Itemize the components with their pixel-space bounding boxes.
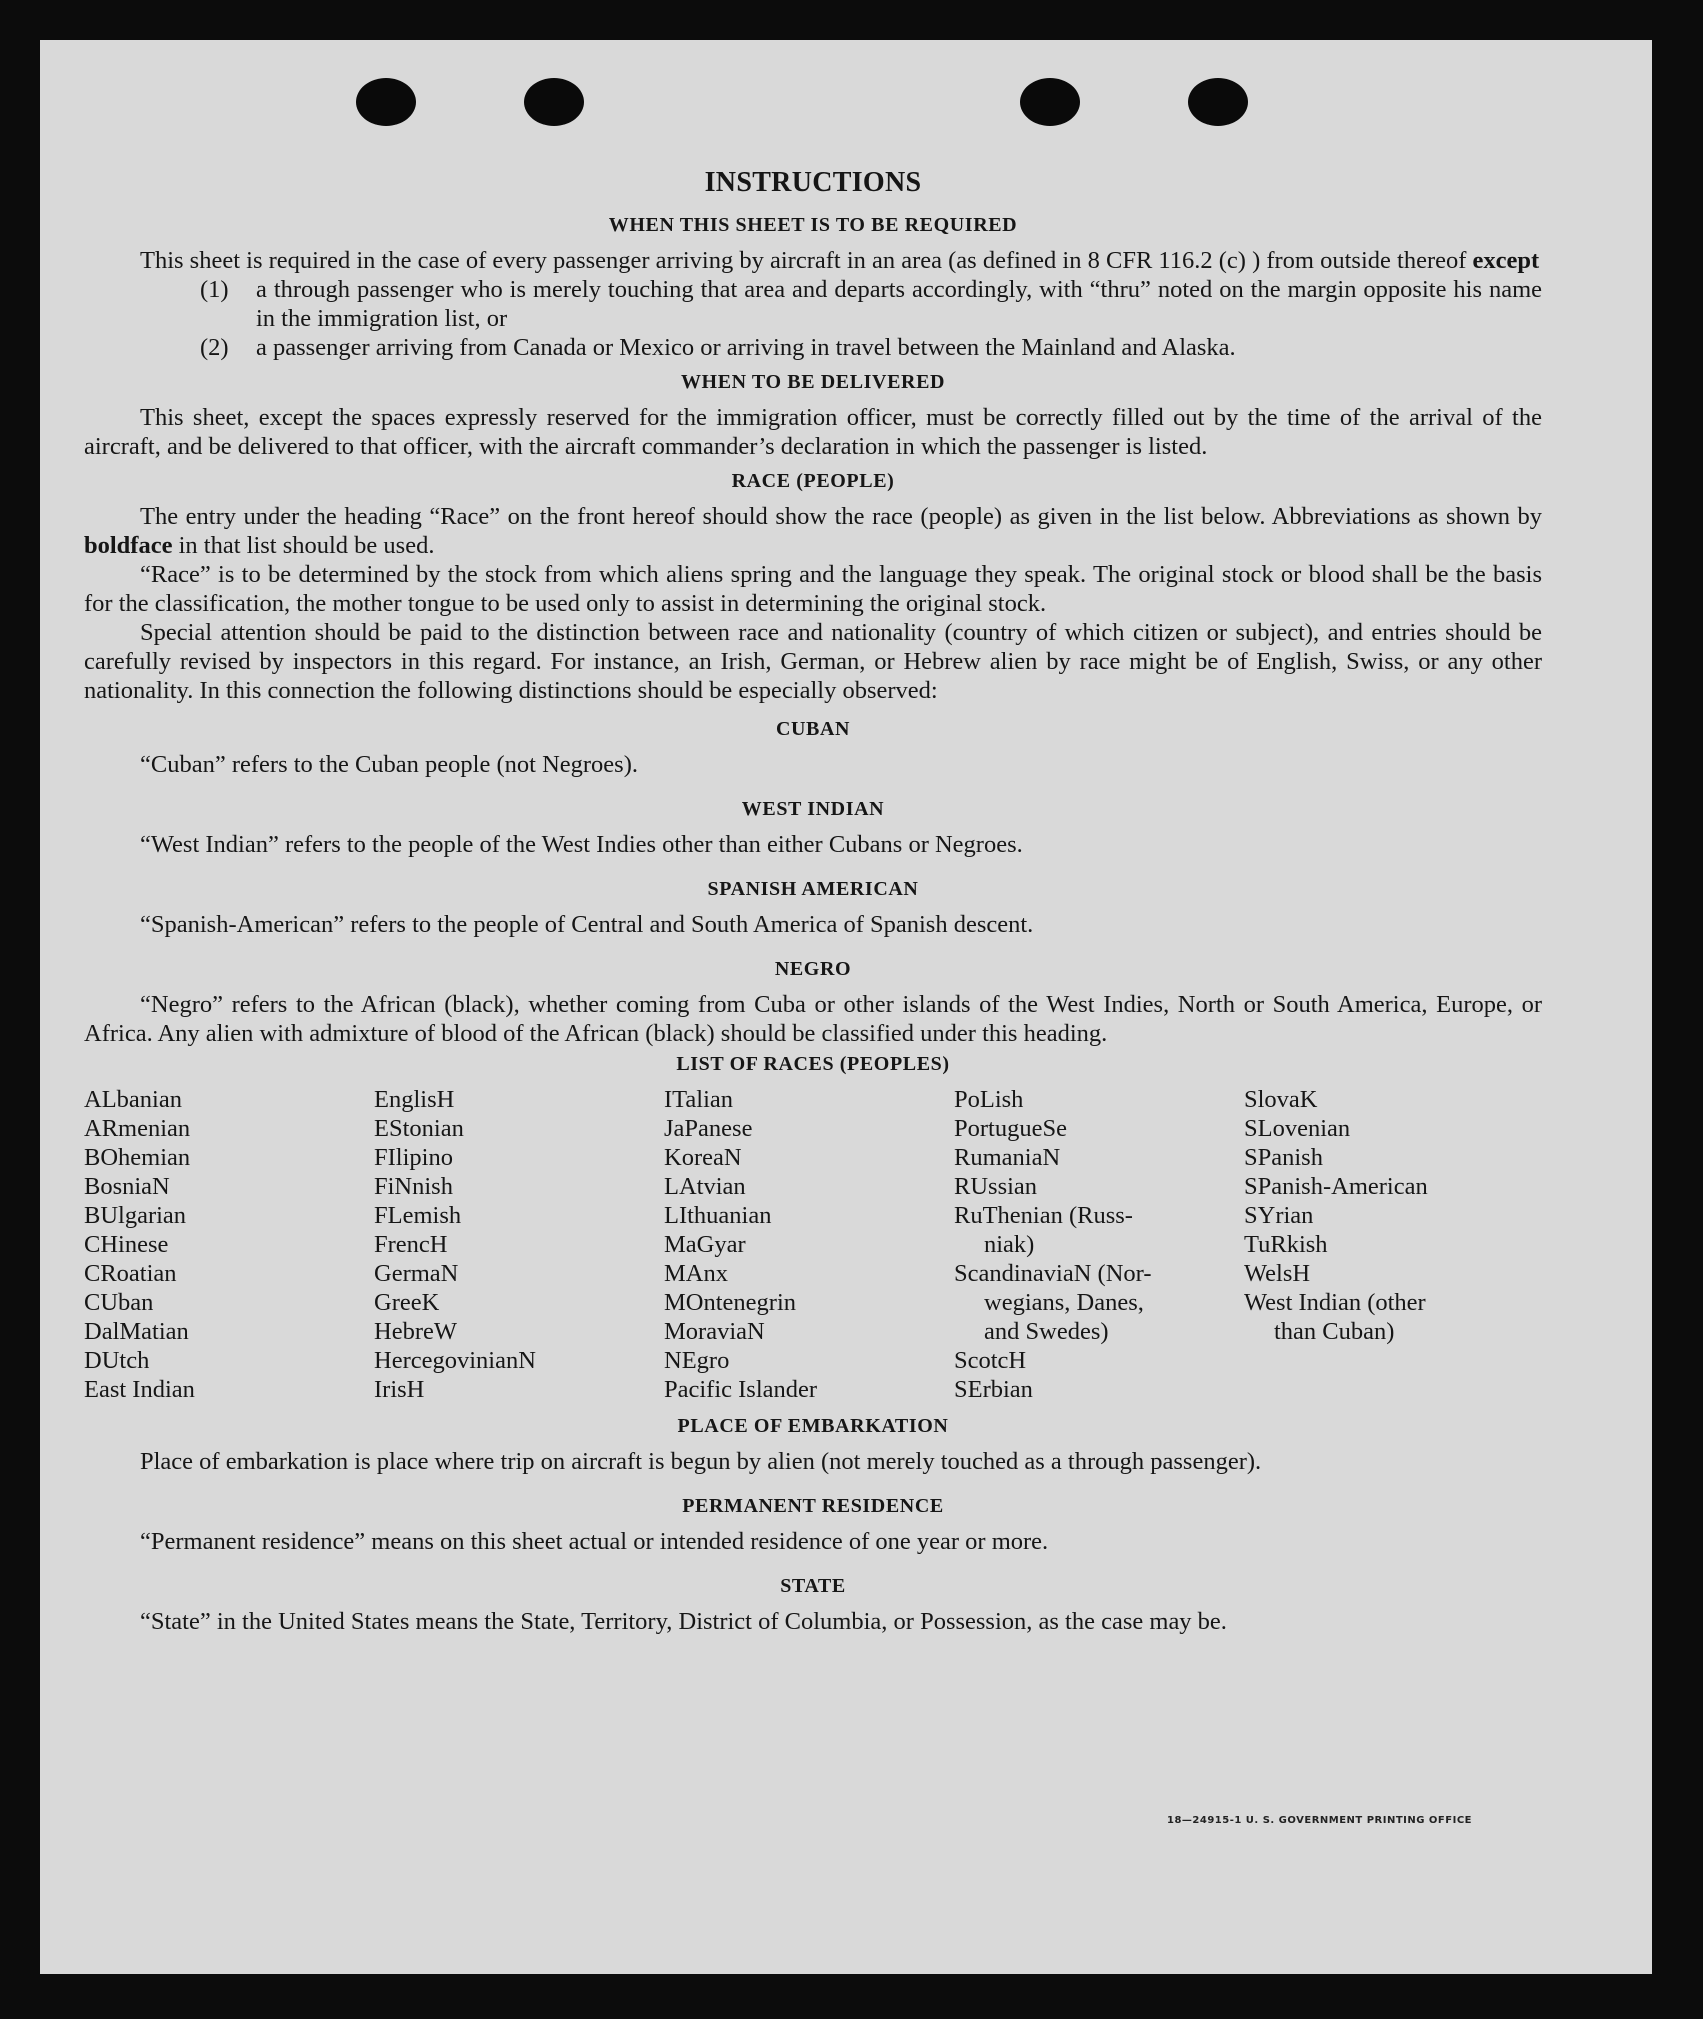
race-entry: TuRkish — [1244, 1231, 1328, 1258]
race-entry: MOntenegrin — [664, 1289, 796, 1316]
section-heading-cuban: CUBAN — [775, 718, 851, 740]
race-entry: ScotcH — [954, 1347, 1027, 1374]
punch-hole — [524, 78, 584, 126]
section-heading-list: LIST OF RACES (PEOPLES) — [676, 1053, 950, 1075]
section-heading-delivered: WHEN TO BE DELIVERED — [680, 371, 946, 393]
race-entry: CRoatian — [84, 1260, 177, 1287]
page-title: INSTRUCTIONS — [704, 167, 922, 198]
race-entry: PoLish — [954, 1086, 1024, 1113]
required-intro-except: except — [1472, 247, 1540, 274]
item-text: a passenger arriving from Canada or Mexico or arriving in travel between the Mainland and Alaska. — [256, 334, 1236, 361]
required-item — [84, 275, 1542, 333]
section-heading-state: STATE — [780, 1575, 846, 1597]
race-entry: GreeK — [374, 1289, 440, 1316]
west-indian-text: “West Indian” refers to the people of the West Indies other than either Cubans or Negroes. — [140, 831, 1023, 858]
races-list — [84, 1085, 1542, 1404]
race-entry-continued: niak) — [984, 1231, 1035, 1258]
race-entry: NEgro — [664, 1347, 730, 1374]
cuban-text: “Cuban” refers to the Cuban people (not Negroes). — [140, 751, 638, 778]
item-text: a through passenger who is merely touching that area and departs accordingly, with “thru” noted on the margin opposite his name in the immigration list, or — [256, 276, 1542, 332]
residence-text: “Permanent residence” means on this sheet actual or intended residence of one year or more. — [140, 1528, 1049, 1555]
required-item — [84, 333, 1542, 362]
race-entry: BUlgarian — [84, 1202, 187, 1229]
races-column — [1244, 1085, 1542, 1404]
printer-code: 18—24915-1 U. S. GOVERNMENT PRINTING OFFICE — [1167, 1815, 1472, 1826]
race-entry: MaGyar — [664, 1231, 746, 1258]
race-entry-continued: than Cuban) — [1274, 1318, 1395, 1345]
race-p1-end: in that list should be used. — [172, 532, 435, 559]
race-entry: MAnx — [664, 1260, 728, 1287]
race-entry: SlovaK — [1244, 1086, 1318, 1113]
races-column — [954, 1085, 1244, 1404]
race-entry: West Indian (other — [1244, 1289, 1426, 1316]
race-p1-bold: boldface — [84, 532, 173, 559]
race-entry: FiNnish — [374, 1173, 453, 1200]
section-heading-negro: NEGRO — [774, 958, 852, 980]
race-paragraph-2: “Race” is to be determined by the stock from which aliens spring and the language they speak. The original stock or blood shall be the basis for the classification, the mother tongue to be used only to assist in determining the original stock. — [84, 561, 1542, 617]
punch-hole — [1188, 78, 1248, 126]
section-heading-residence: PERMANENT RESIDENCE — [682, 1495, 944, 1517]
section-heading-required: WHEN THIS SHEET IS TO BE REQUIRED — [608, 214, 1018, 236]
race-entry: EnglisH — [374, 1086, 455, 1113]
race-entry: CUban — [84, 1289, 154, 1316]
race-entry: KoreaN — [664, 1144, 742, 1171]
race-entry: ALbanian — [84, 1086, 182, 1113]
section-heading-race: RACE (PEOPLE) — [731, 470, 895, 492]
race-entry: FLemish — [374, 1202, 462, 1229]
race-entry: BosniaN — [84, 1173, 170, 1200]
race-entry: ARmenian — [84, 1115, 191, 1142]
race-entry: SYrian — [1244, 1202, 1314, 1229]
section-heading-embarkation: PLACE OF EMBARKATION — [677, 1415, 949, 1437]
race-entry: HercegovinianN — [374, 1347, 536, 1374]
race-entry: ScandinaviaN (Nor- — [954, 1260, 1152, 1287]
item-number: (1) — [200, 276, 229, 303]
race-entry: DUtch — [84, 1347, 150, 1374]
race-entry: EStonian — [374, 1115, 464, 1142]
race-entry: RUssian — [954, 1173, 1038, 1200]
race-entry: Pacific Islander — [664, 1376, 818, 1403]
punch-hole — [356, 78, 416, 126]
document-body — [84, 168, 1542, 1636]
race-entry: GermaN — [374, 1260, 459, 1287]
race-entry: SPanish — [1244, 1144, 1323, 1171]
state-text: “State” in the United States means the State, Territory, District of Columbia, or Possession, as the case may be. — [140, 1608, 1227, 1635]
race-entry: JaPanese — [664, 1115, 753, 1142]
delivered-text: This sheet, except the spaces expressly reserved for the immigration officer, must be correctly filled out by the time of the arrival of the aircraft, and be delivered to that officer, with the aircraft commander’s declaration in which the passenger is listed. — [84, 404, 1542, 460]
race-entry: LAtvian — [664, 1173, 746, 1200]
race-entry: CHinese — [84, 1231, 169, 1258]
race-entry: FrencH — [374, 1231, 448, 1258]
race-entry: FIlipino — [374, 1144, 453, 1171]
races-column — [84, 1085, 374, 1404]
race-entry: SLovenian — [1244, 1115, 1351, 1142]
race-entry: HebreW — [374, 1318, 457, 1345]
race-paragraph-1 — [84, 502, 1542, 560]
race-entry: DalMatian — [84, 1318, 189, 1345]
race-entry-continued: and Swedes) — [984, 1318, 1109, 1345]
race-entry: RumaniaN — [954, 1144, 1061, 1171]
race-entry: MoraviaN — [664, 1318, 765, 1345]
races-column — [374, 1085, 664, 1404]
race-entry: WelsH — [1244, 1260, 1311, 1287]
punch-hole — [1020, 78, 1080, 126]
embarkation-text: Place of embarkation is place where trip on aircraft is begun by alien (not merely touched as a through passenger). — [140, 1448, 1262, 1475]
race-entry: SPanish-American — [1244, 1173, 1428, 1200]
section-heading-west-indian: WEST INDIAN — [741, 798, 885, 820]
spanish-american-text: “Spanish-American” refers to the people of Central and South America of Spanish descent. — [140, 911, 1034, 938]
race-entry: LIthuanian — [664, 1202, 772, 1229]
race-entry: ITalian — [664, 1086, 734, 1113]
race-entry-continued: wegians, Danes, — [984, 1289, 1144, 1316]
required-intro-text: This sheet is required in the case of every passenger arriving by aircraft in an area (as defined in 8 CFR 116.2 (c) ) from outside thereof — [140, 247, 1473, 274]
race-entry: RuThenian (Russ- — [954, 1202, 1133, 1229]
races-column — [664, 1085, 954, 1404]
race-p1-text: The entry under the heading “Race” on the front hereof should show the race (people) as given in the list below. Abbreviations as shown by — [140, 503, 1542, 530]
race-entry: SErbian — [954, 1376, 1033, 1403]
race-entry: PortugueSe — [954, 1115, 1067, 1142]
item-number: (2) — [200, 334, 229, 361]
race-entry: East Indian — [84, 1376, 195, 1403]
required-intro — [84, 246, 1542, 275]
race-paragraph-3: Special attention should be paid to the distinction between race and nationality (country of which citizen or subject), and entries should be carefully revised by inspectors in this regard. For instance, an Irish, German, or Hebrew alien by race might be of English, Swiss, or any other nationality. In this connection the following distinctions should be especially observed: — [84, 619, 1542, 704]
race-entry: BOhemian — [84, 1144, 191, 1171]
document-sheet — [40, 40, 1652, 1974]
race-entry: IrisH — [374, 1376, 425, 1403]
negro-text: “Negro” refers to the African (black), whether coming from Cuba or other islands of the West Indies, North or South America, Europe, or Africa. Any alien with admixture of blood of the African (black) should be classified under this heading. — [84, 991, 1542, 1047]
section-heading-spanish-american: SPANISH AMERICAN — [707, 878, 919, 900]
